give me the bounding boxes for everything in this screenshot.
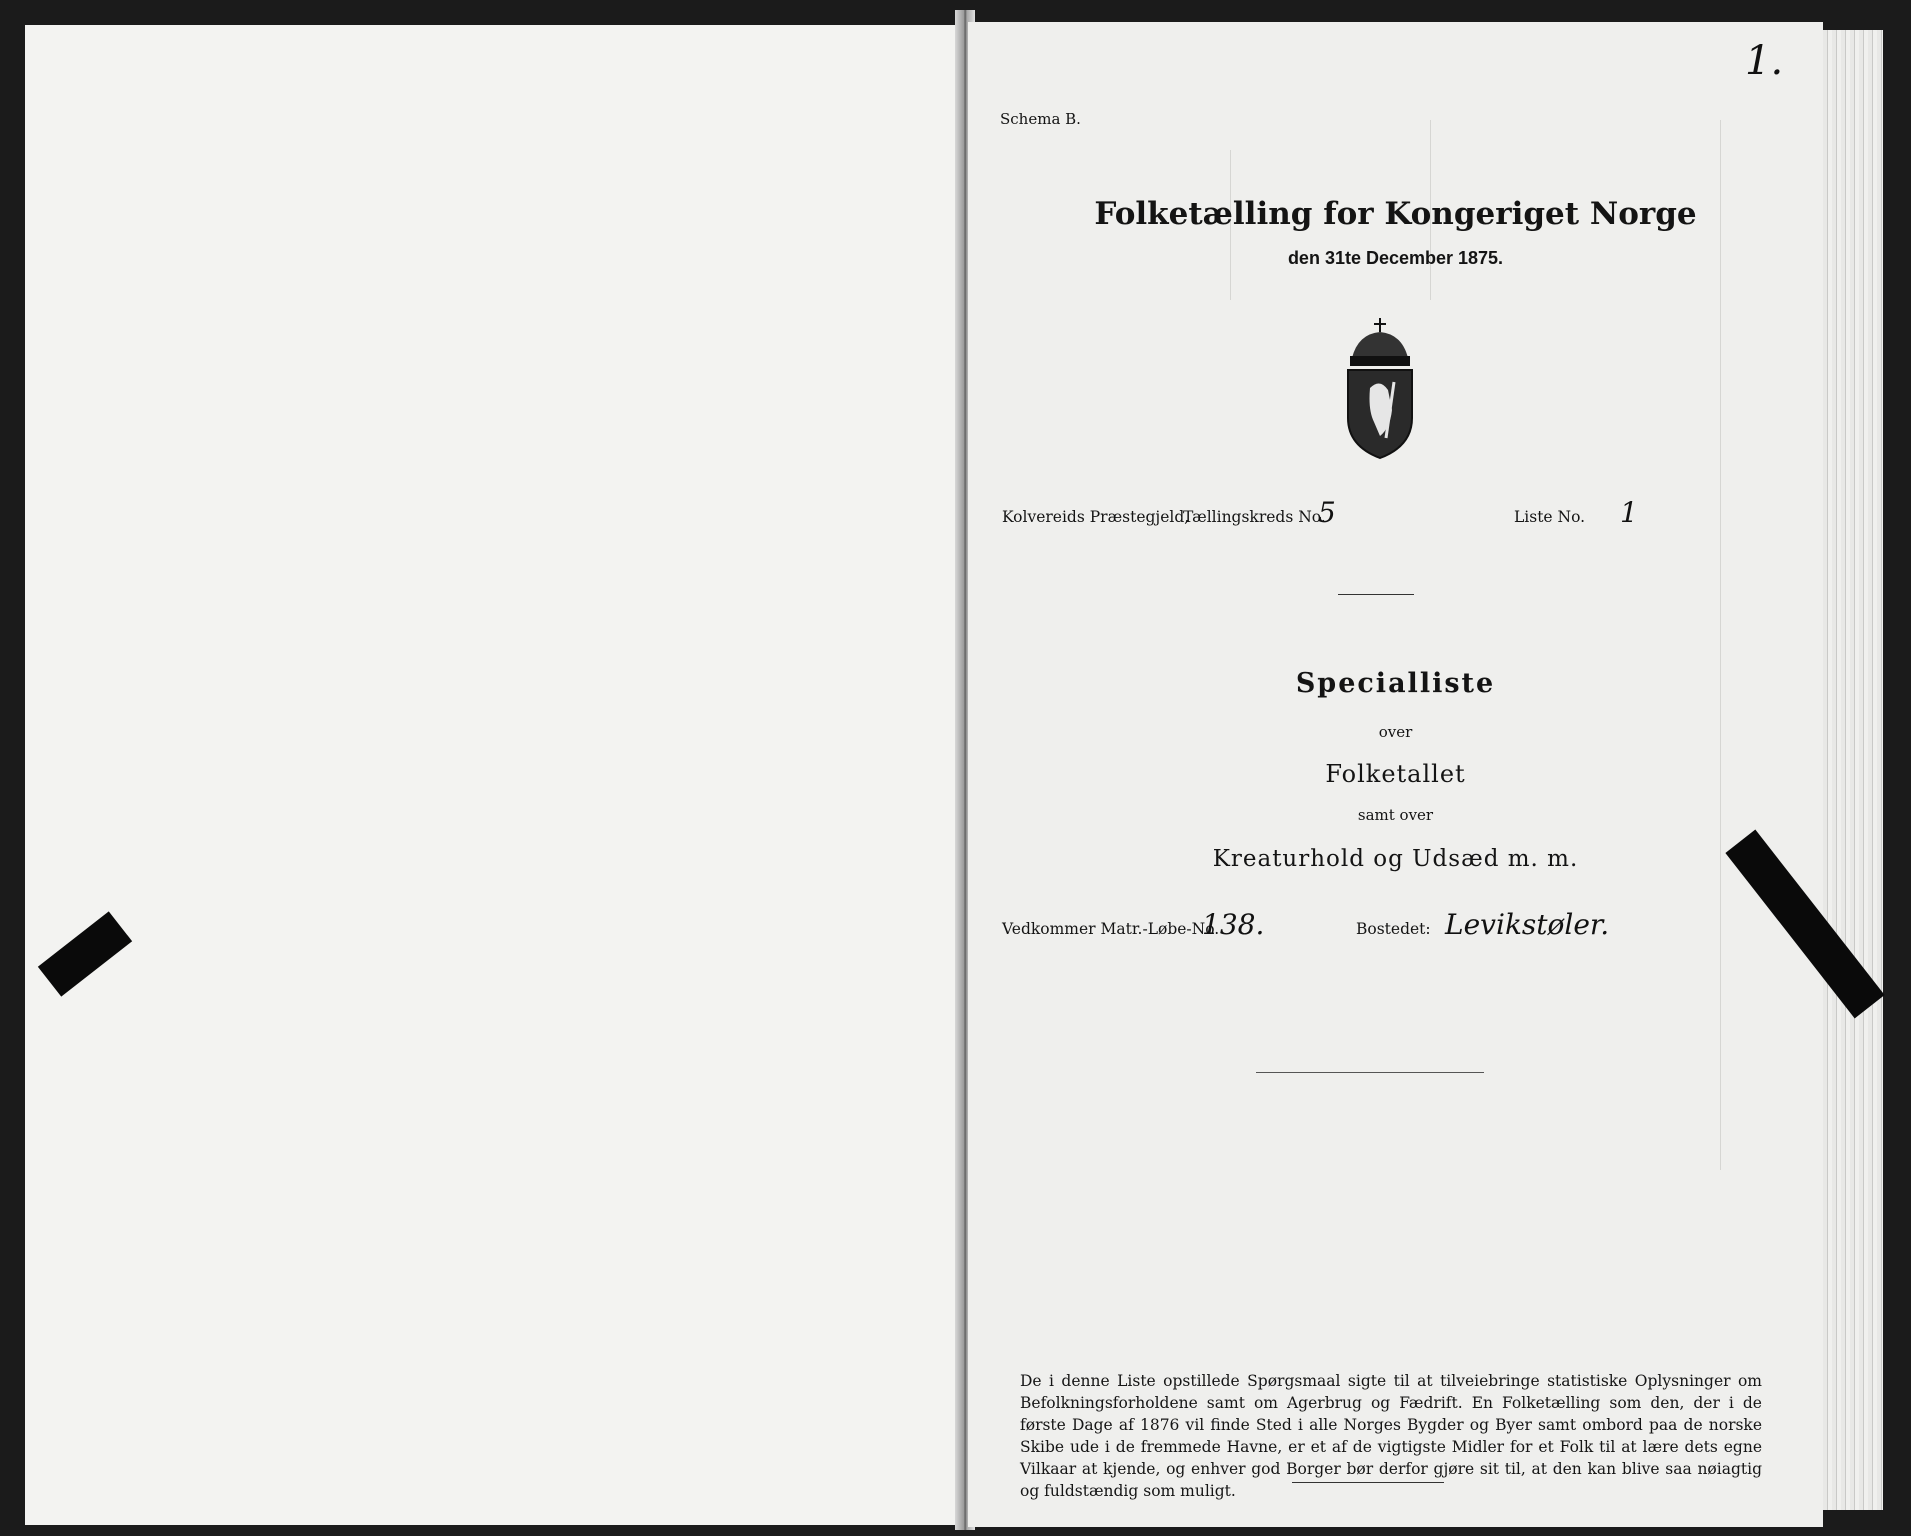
specialliste-heading: Specialliste (1295, 668, 1496, 699)
census-title: Folketælling for Kongeriget Norge (1094, 196, 1697, 232)
residence-value: Levikstøler. (1445, 908, 1610, 941)
parish-label: Kolvereids Præstegjeld, (1002, 508, 1190, 526)
page-edge-strip (1823, 30, 1883, 1510)
list-value: 1 (1620, 496, 1638, 529)
circuit-value: 5 (1318, 496, 1336, 529)
instructions-paragraph: De i denne Liste opstillede Spørgsmaal sigte til at tilveiebringe statistiske Oplysninger om Befolkningsforholdene samt om Agerbrug og Fædrift. En Folketælling som den, der i de første Dage af 1876 vil finde Sted i alle Norges Bygder og Byer samt ombord paa de norske Skibe ude i de fremmede Havne, er et af de vigtigste Midler for et Folk til at lære dets egne Vilkaar at kjende, og enhver god Borger bør derfor gjøre sit til, at den kan blive saa nøiagtig og fuldstændig som muligt. (1020, 1372, 1762, 1500)
left-blank-page (25, 25, 964, 1525)
bleed-through-column (1720, 120, 1811, 1170)
line-over: over (1378, 723, 1413, 741)
circuit-label: Tællingskreds No. (1183, 508, 1326, 526)
line-livestock: Kreaturhold og Udsæd m. m. (1212, 846, 1579, 872)
norwegian-coat-of-arms-icon (1340, 318, 1420, 460)
list-label: Liste No. (1514, 508, 1586, 526)
schema-label: Schema B. (1000, 110, 1081, 128)
residence-label: Bostedet: (1356, 920, 1431, 938)
line-population: Folketallet (1325, 760, 1466, 788)
census-date: den 31te December 1875. (1287, 248, 1504, 268)
matr-label: Vedkommer Matr.-Løbe-No. (1002, 920, 1220, 938)
page-number: 1. (1745, 38, 1784, 84)
divider (1256, 1072, 1484, 1073)
divider (1292, 1482, 1444, 1483)
line-samt: samt over (1357, 806, 1434, 824)
matr-value: 138. (1202, 908, 1265, 941)
divider (1338, 594, 1414, 595)
